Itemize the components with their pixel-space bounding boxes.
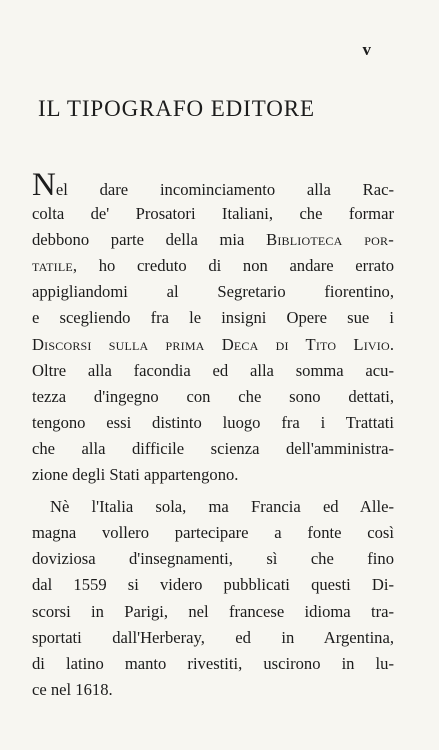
text-line: doviziosa d'insegnamenti, sì che fino: [32, 549, 394, 569]
text-line: Discorsi sulla prima Deca di Tito Livio.: [32, 334, 394, 354]
small-caps-text: tatile: [32, 256, 73, 276]
paragraph-2: [32, 494, 394, 703]
text-line: di latino manto rivestiti, uscirono in lu-: [32, 653, 394, 673]
text-line: tengono essi distinto luogo fra i Trattati: [32, 412, 394, 432]
text-line: e scegliendo fra le insigni Opere sue i: [32, 308, 394, 328]
text-line: scorsi in Parigi, nel francese idioma tra-: [32, 601, 394, 621]
text-line: appigliandomi al Segretario fiorentino,: [32, 282, 394, 302]
text-line: tezza d'ingegno con che sono dettati,: [32, 386, 394, 406]
text-line: Nè l'Italia sola, ma Francia ed Alle-: [50, 497, 394, 517]
text-line: magna vollero partecipare a fonte così: [32, 523, 394, 543]
drop-cap: N: [32, 167, 56, 203]
text-line: ce nel 1618.: [32, 679, 113, 699]
text-line: dal 1559 si videro pubblicati questi Di-: [32, 575, 394, 595]
body-text: [32, 167, 394, 703]
text-line: che alla difficile scienza dell'amministra-: [32, 438, 394, 458]
paragraph-1: [32, 167, 394, 488]
text-line: Oltre alla facondia ed alla somma acu-: [32, 360, 394, 380]
page-number: v: [362, 40, 371, 59]
text-line: sportati dall'Herberay, ed in Argentina,: [32, 627, 394, 647]
text-line: Nel dare incominciamento alla Rac-: [32, 167, 394, 203]
small-caps-text: Biblioteca por-: [266, 230, 394, 250]
small-caps-text: Discorsi sulla prima Deca di Tito Livio: [32, 334, 390, 354]
chapter-title: IL TIPOGRAFO EDITORE: [38, 96, 315, 121]
text-line: zione degli Stati appartengono.: [32, 465, 239, 485]
text-line: tatile, ho creduto di non andare errato: [32, 256, 394, 276]
text-line: colta de' Prosatori Italiani, che formar: [32, 204, 394, 224]
text-line: debbono parte della mia Biblioteca por-: [32, 230, 394, 250]
